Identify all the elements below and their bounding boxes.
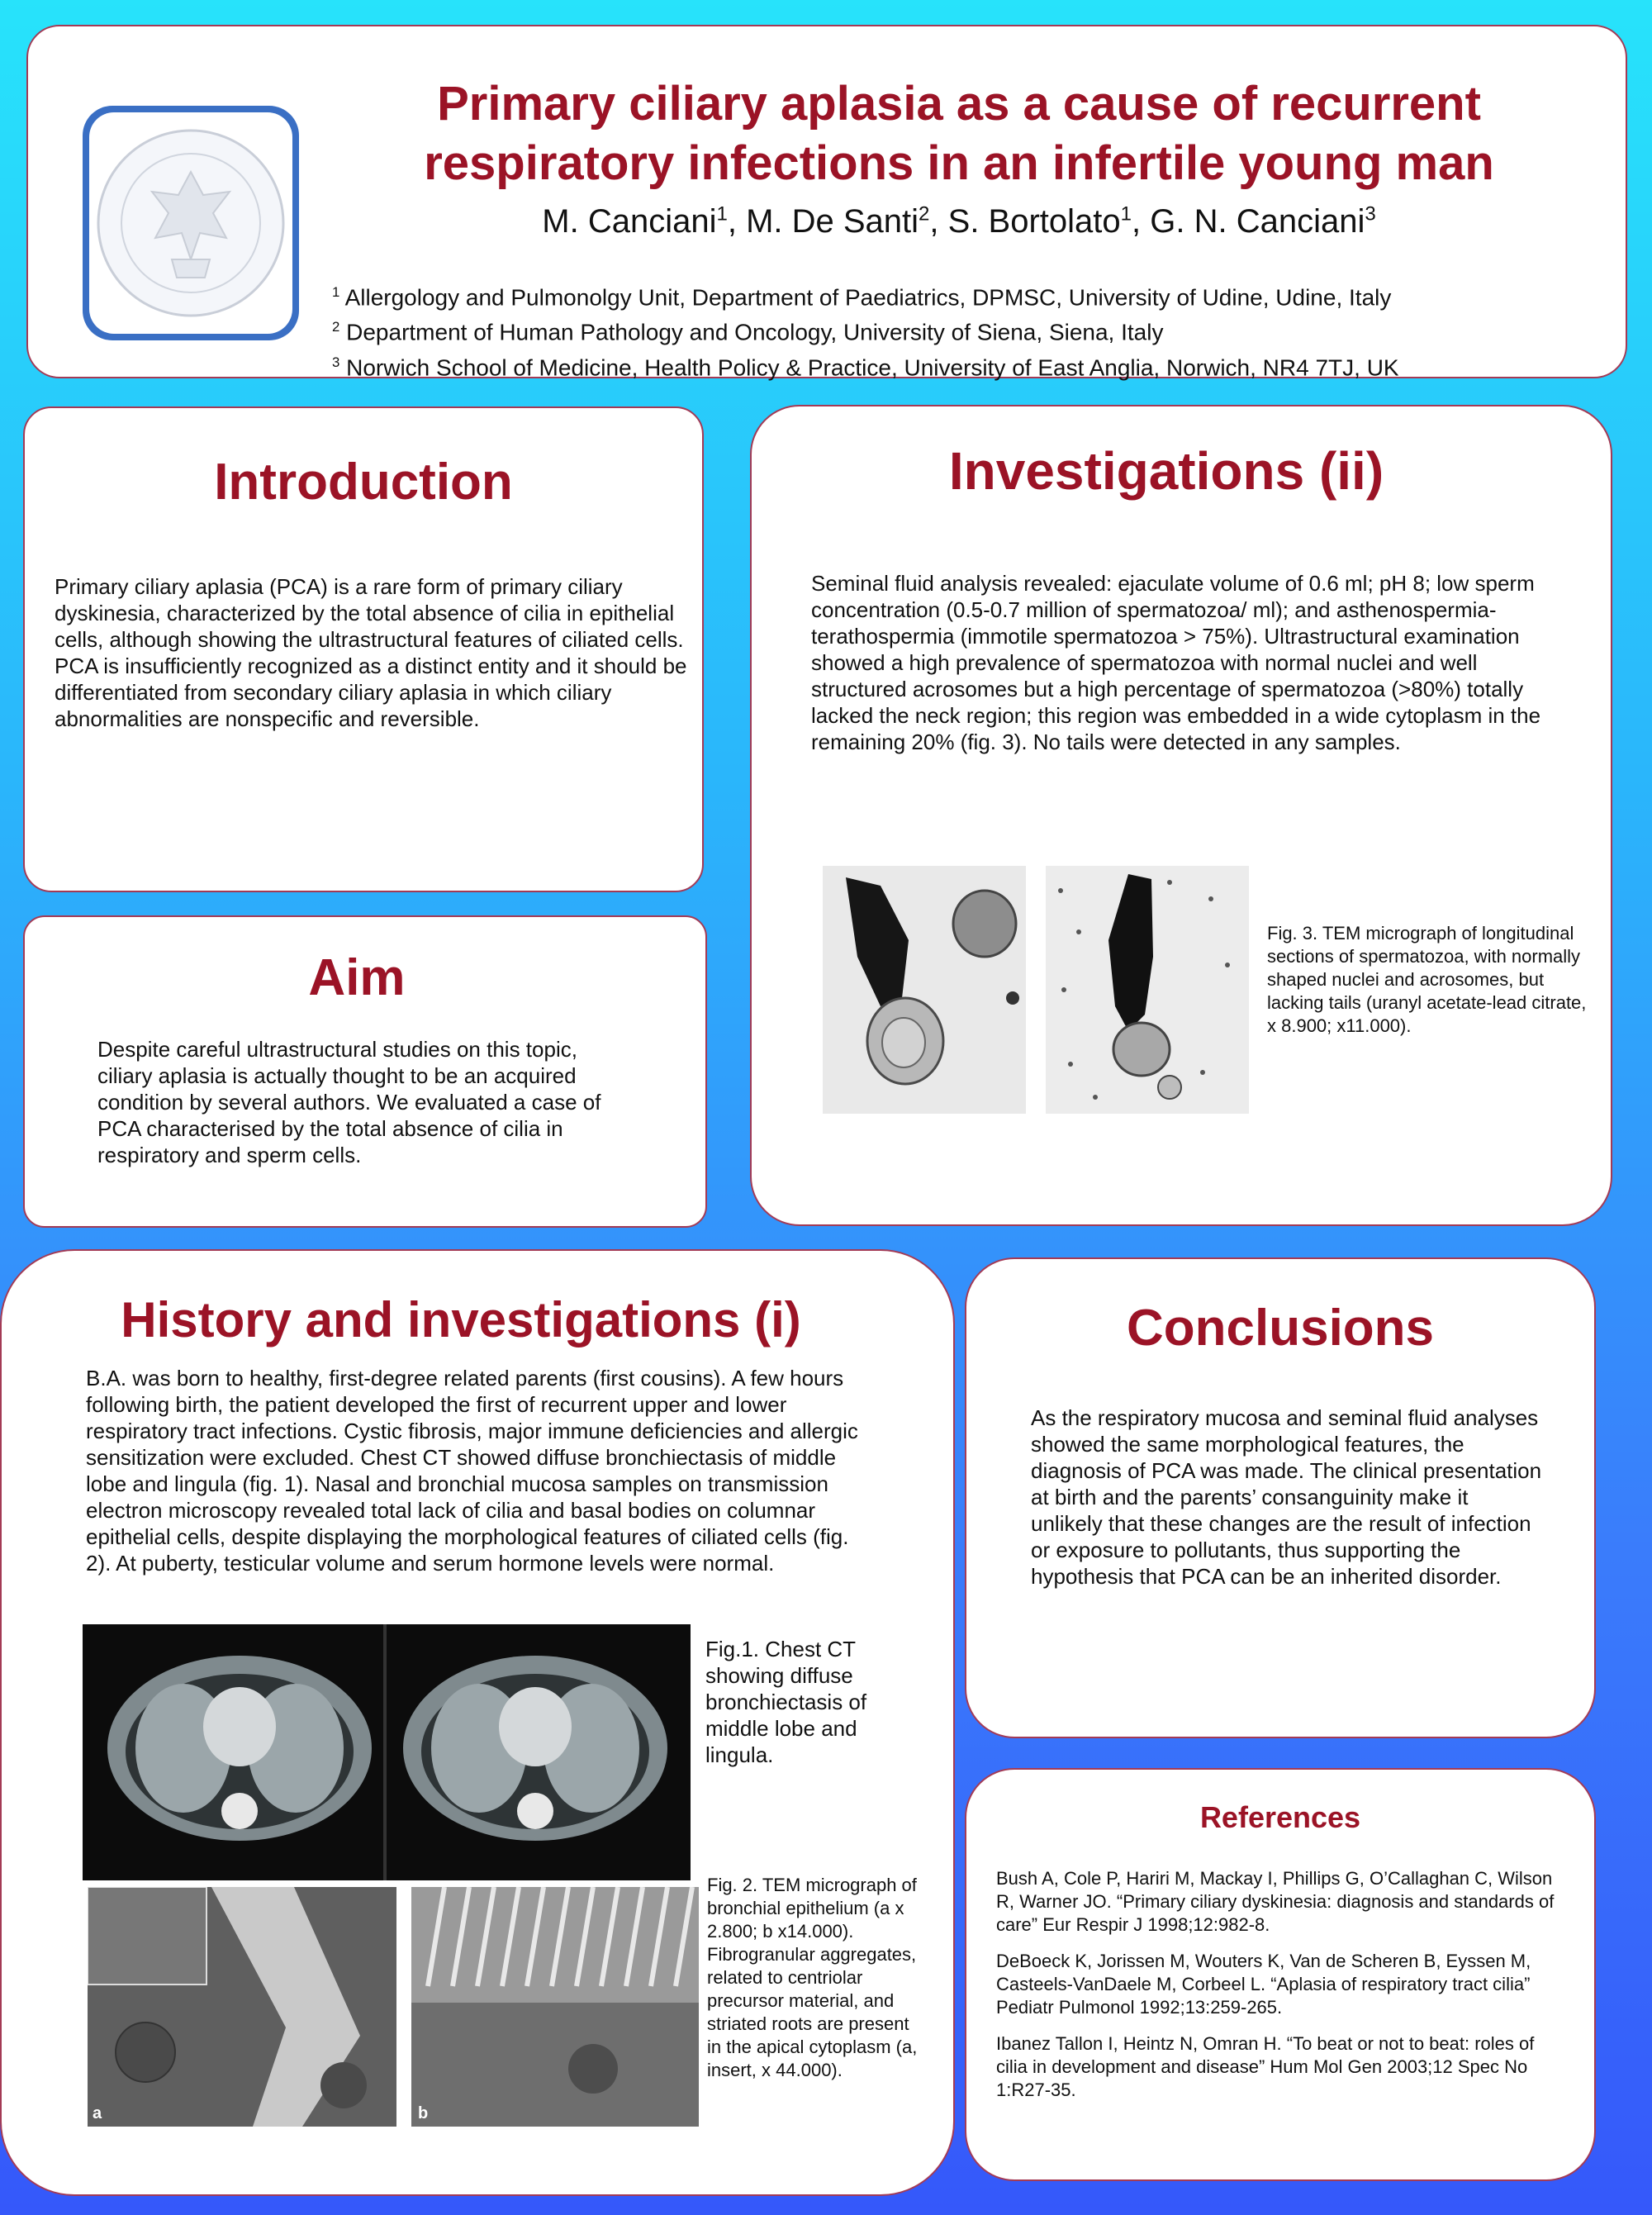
affiliation-text: Norwich School of Medicine, Health Policy & Practice, University of East Anglia, Norwich, NR4 7TJ, UK — [346, 354, 1399, 380]
investigations-ii-text: Seminal fluid analysis revealed: ejaculate volume of 0.6 ml; pH 8; low sperm concentration (0.5-0.7 million of spermatozoa/ ml); and asthenospermia-terathospermia (immotile spermatozoa > 75%). Ultrastructural examination showed a high prevalence of spermatozoa with normal nuclei and well structured acrosomes but a high percentage of spermatozoa (>80%) totally lacked the neck region; this region was embedded in a wide cytoplasm in the remaining 20% (fig. 3). No tails were detected in any samples. — [811, 571, 1541, 754]
author-name: G. N. Canciani — [1150, 203, 1365, 240]
author-separator: , — [727, 203, 747, 240]
affiliation-line — [332, 348, 1399, 383]
fig2-caption: Fig. 2. TEM micrograph of bronchial epithelium (a x 2.800; b x14.000). Fibrogranular aggregates, related to centriolar precursor material, and striated roots are present in the apical cytoplasm (a, insert, x 44.000). — [707, 1875, 918, 2080]
history-heading: History and investigations (i) — [121, 1292, 801, 1348]
affiliation-text: Department of Human Pathology and Oncology, University of Siena, Siena, Italy — [346, 319, 1164, 345]
introduction-text: Primary ciliary aplasia (PCA) is a rare form of primary ciliary dyskinesia, characterized by the total absence of cilia in epithelial cells, although showing the ultrastructural features of ciliated cells. PCA is insufficiently recognized as a distinct entity and it should be differentiated from secondary ciliary aplasia in which ciliary abnormalities are nonspecific and reversible. — [55, 574, 687, 731]
author-affiliation-number: 2 — [919, 203, 930, 226]
conclusions-text: As the respiratory mucosa and seminal fluid analyses showed the same morphological features, the diagnosis of PCA was made. The clinical presentation at birth and the parents’ consanguinity make it unlikely that these changes are the result of infection or exposure to pollutants, thus supporting the hypothesis that PCA can be an inherited disorder. — [1031, 1405, 1542, 1589]
affiliation-number: 2 — [332, 319, 340, 335]
reference-item: Ibanez Tallon I, Heintz N, Omran H. “To beat or not to beat: roles of cilia in development and disease” Hum Mol Gen 2003;12 Spec No 1:R27-35. — [996, 2033, 1535, 2100]
poster-title — [309, 74, 1609, 193]
references-panel — [965, 1768, 1596, 2181]
author-affiliation-number: 3 — [1365, 203, 1376, 226]
author-separator: , — [1132, 203, 1151, 240]
references-heading: References — [1199, 1800, 1361, 1834]
author-name: S. Bortolato — [947, 203, 1121, 240]
affiliation-number: 3 — [332, 354, 340, 370]
header-panel — [26, 25, 1627, 378]
introduction-panel — [23, 406, 704, 892]
conclusions-heading: Conclusions — [1126, 1300, 1435, 1357]
fig3-caption: Fig. 3. TEM micrograph of longitudinal sections of spermatozoa, with normally shaped nuclei and acrosomes, but lacking tails (uranyl acetate-lead citrate, x 8.900; x11.000). — [1267, 923, 1587, 1036]
affiliation-list — [332, 278, 1399, 383]
reference-item: DeBoeck K, Jorissen M, Wouters K, Van de Scheren B, Eyssen M, Casteels-VanDaele M, Corbeel L. “Aplasia of respiratory tract cilia” Pediatr Pulmonol 1992;13:259-265. — [996, 1951, 1531, 2018]
fig3-micrograph-left — [823, 866, 1026, 1114]
author-list — [309, 195, 1609, 241]
author-affiliation-number: 1 — [1120, 203, 1132, 226]
affiliation-line — [332, 312, 1399, 347]
fig1-chest-ct-image — [83, 1624, 691, 1880]
reference-list — [996, 1867, 1566, 2115]
reference-item: Bush A, Cole P, Hariri M, Mackay I, Phillips G, O’Callaghan C, Wilson R, Warner JO. “Primary ciliary dyskinesia: diagnosis and standards of care” Eur Respir J 1998;12:982-8. — [996, 1868, 1555, 1935]
history-panel — [0, 1249, 955, 2196]
fig2-label-a: a — [93, 2104, 102, 2122]
introduction-heading: Introduction — [214, 454, 513, 511]
author-affiliation-number: 1 — [716, 203, 728, 226]
author-separator: , — [929, 203, 948, 240]
investigations-ii-panel — [750, 405, 1612, 1226]
fig2-label-b: b — [418, 2104, 429, 2122]
affiliation-number: 1 — [332, 284, 340, 300]
author-name: M. Canciani — [542, 203, 717, 240]
aim-panel — [23, 915, 707, 1228]
title-line-2: respiratory infections in an infertile young man — [424, 136, 1494, 190]
author-name: M. De Santi — [746, 203, 919, 240]
fig1-caption: Fig.1. Chest CT showing diffuse bronchiectasis of middle lobe and lingula. — [705, 1637, 867, 1767]
aim-heading: Aim — [308, 949, 406, 1006]
university-seal-logo — [83, 106, 299, 340]
investigations-ii-heading: Investigations (ii) — [948, 441, 1384, 501]
title-line-1: Primary ciliary aplasia as a cause of recurrent — [437, 77, 1481, 131]
fig2-micrograph-b — [411, 1887, 699, 2127]
affiliation-line — [332, 278, 1399, 312]
aim-text: Despite careful ultrastructural studies on this topic, ciliary aplasia is actually thought to be an acquired condition by several authors. We evaluated a case of PCA characterised by the total absence of cilia in respiratory and sperm cells. — [97, 1037, 601, 1167]
conclusions-panel — [965, 1257, 1596, 1738]
affiliation-text: Allergology and Pulmonolgy Unit, Department of Paediatrics, DPMSC, University of Udine, Udine, Italy — [344, 284, 1392, 311]
history-text: B.A. was born to healthy, first-degree related parents (first cousins). A few hours following birth, the patient developed the first of recurrent upper and lower respiratory tract infections. Cystic fibrosis, major immune deficiencies and allergic sensitization were excluded. Chest CT showed diffuse bronchiectasis of middle lobe and lingula (fig. 1). Nasal and bronchial mucosa samples on transmission electron microscopy revealed total lack of cilia and basal bodies on columnar epithelial cells, despite displaying the morphological features of ciliated cells (fig. 2). At puberty, testicular volume and serum hormone levels were normal. — [86, 1366, 858, 1576]
fig3-micrograph-right — [1046, 866, 1249, 1114]
fig2-micrograph-a — [88, 1887, 396, 2127]
